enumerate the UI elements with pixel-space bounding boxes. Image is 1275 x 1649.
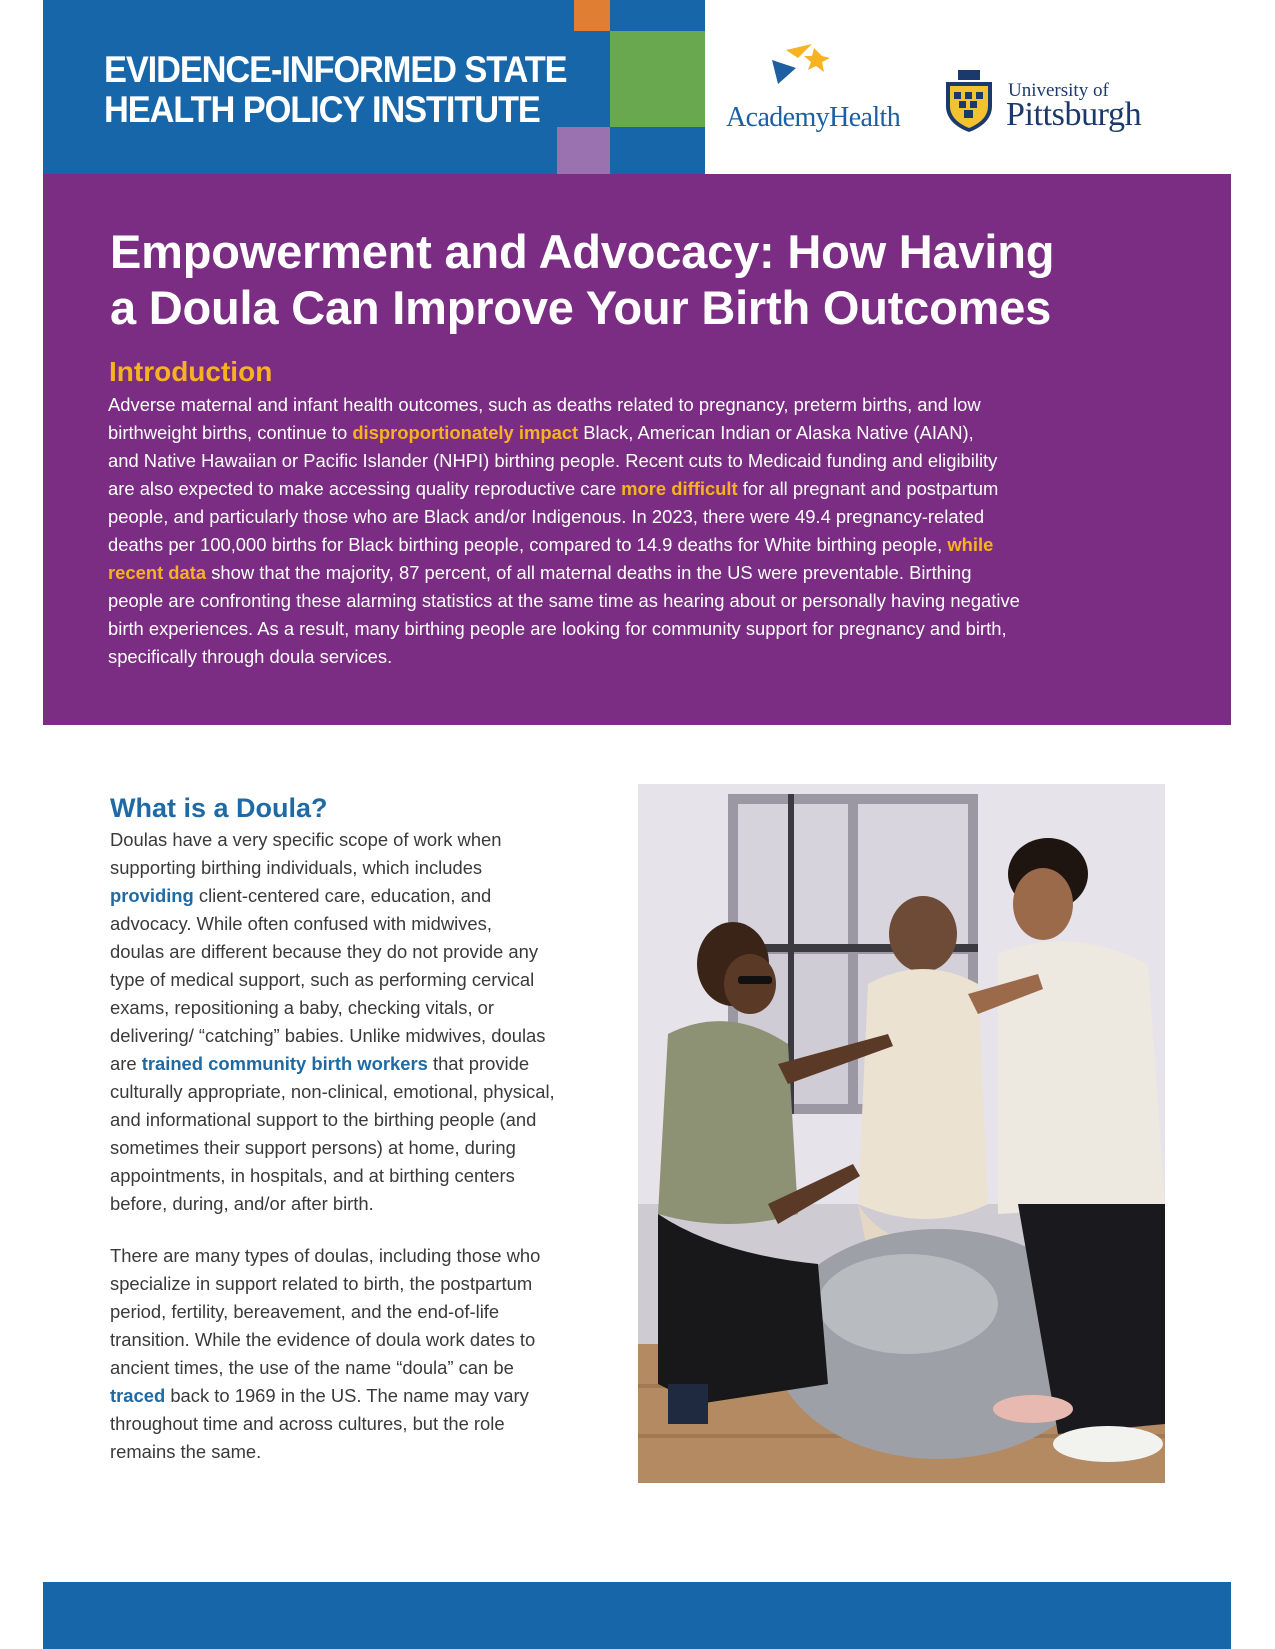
doula-line: type of medical support, such as performing cervical: [110, 969, 535, 990]
doula-heading: What is a Doula?: [110, 793, 328, 823]
intro-line: people are confronting these alarming statistics at the same time as hearing about or personally having negative: [108, 590, 1020, 611]
doula-text: back to 1969 in the US. The name may vary: [165, 1385, 529, 1406]
page-title: [110, 224, 1190, 336]
intro-line: [108, 559, 1168, 587]
doula-line: advocacy. While often confused with midwives,: [110, 913, 492, 934]
doula-line: before, during, and/or after birth.: [110, 1193, 374, 1214]
intro-text: are also expected to make accessing quality reproductive care: [108, 478, 622, 499]
decor-square-green: [610, 31, 705, 127]
intro-line: birth experiences. As a result, many birthing people are looking for community support for pregnancy and birth,: [108, 618, 1007, 639]
doula-line: ancient times, the use of the name “doula” can be: [110, 1357, 514, 1378]
doula-line: specialize in support related to birth, the postpartum: [110, 1273, 533, 1294]
doula-line: delivering/ “catching” babies. Unlike midwives, doulas: [110, 1025, 546, 1046]
doula-support-photo: [638, 784, 1165, 1483]
doula-line: Doulas have a very specific scope of work when: [110, 829, 502, 850]
intro-text: for all pregnant and postpartum: [737, 478, 999, 499]
intro-line: [108, 531, 1168, 559]
page-title-line1: Empowerment and Advocacy: How Having: [110, 225, 1055, 278]
doula-line: [110, 882, 610, 910]
intro-text: deaths per 100,000 births for Black birthing people, compared to 14.9 deaths for White birthing people,: [108, 534, 948, 555]
doula-text: client-centered care, education, and: [193, 885, 492, 906]
link-while-recent-data[interactable]: while: [947, 534, 994, 555]
intro-paragraph: [108, 391, 1168, 671]
doula-text: that provide: [427, 1053, 530, 1074]
doula-line: doulas are different because they do not provide any: [110, 941, 539, 962]
link-trained-community-birth-workers[interactable]: trained community birth workers: [141, 1053, 428, 1074]
link-while-recent-data-cont[interactable]: recent data: [108, 562, 207, 583]
doula-line: [110, 1382, 610, 1410]
intro-line: [108, 475, 1168, 503]
intro-heading: Introduction: [109, 356, 273, 387]
academyhealth-logo-text: AcademyHealth: [726, 102, 901, 133]
intro-text: show that the majority, 87 percent, of all maternal deaths in the US were preventable. Birthing: [206, 562, 972, 583]
doula-line: supporting birthing individuals, which includes: [110, 857, 483, 878]
intro-line: [108, 419, 1168, 447]
doula-line: There are many types of doulas, including those who: [110, 1245, 541, 1266]
footer-bar: [43, 1582, 1231, 1649]
doula-line: culturally appropriate, non-clinical, emotional, physical,: [110, 1081, 555, 1102]
link-more-difficult[interactable]: more difficult: [621, 478, 738, 499]
doula-text: are: [110, 1053, 142, 1074]
doula-line: transition. While the evidence of doula work dates to: [110, 1329, 536, 1350]
intro-line: Adverse maternal and infant health outcomes, such as deaths related to pregnancy, preterm births, and low: [108, 394, 981, 415]
doula-body: [110, 826, 610, 1490]
link-disproportionately-impact[interactable]: disproportionately impact: [352, 422, 579, 443]
institute-name-line2: HEALTH POLICY INSTITUTE: [104, 89, 540, 130]
institute-name: [104, 50, 566, 130]
doula-line: and informational support to the birthing people (and: [110, 1109, 537, 1130]
doula-line: period, fertility, bereavement, and the end-of-life: [110, 1301, 500, 1322]
pitt-seal-icon: [942, 70, 996, 134]
intro-line: specifically through doula services.: [108, 646, 393, 667]
decor-square-purple: [557, 127, 610, 174]
pitt-logo-small-text: University of: [1008, 80, 1109, 101]
intro-text: birthweight births, continue to: [108, 422, 353, 443]
page-title-line2: a Doula Can Improve Your Birth Outcomes: [110, 281, 1052, 334]
doula-line: sometimes their support persons) at home, during: [110, 1137, 516, 1158]
doula-line: [110, 1050, 610, 1078]
link-traced[interactable]: traced: [110, 1385, 166, 1406]
institute-name-line1: EVIDENCE-INFORMED STATE: [104, 49, 567, 90]
decor-square-orange: [574, 0, 610, 31]
pitt-logo-big-text: Pittsburgh: [1006, 96, 1142, 133]
doula-line: exams, repositioning a baby, checking vitals, or: [110, 997, 495, 1018]
doula-paragraph-1: [110, 826, 610, 1218]
link-providing[interactable]: providing: [110, 885, 194, 906]
doula-line: appointments, in hospitals, and at birthing centers: [110, 1165, 515, 1186]
photo-illustration: [638, 784, 1165, 1483]
intro-line: and Native Hawaiian or Pacific Islander (NHPI) birthing people. Recent cuts to Medicaid funding and eligibility: [108, 450, 998, 471]
intro-line: people, and particularly those who are Black and/or Indigenous. In 2023, there were 49.4 pregnancy-related: [108, 506, 985, 527]
doula-paragraph-2: [110, 1242, 610, 1466]
doula-line: remains the same.: [110, 1441, 262, 1462]
intro-text: Black, American Indian or Alaska Native (AIAN),: [578, 422, 974, 443]
doula-line: throughout time and across cultures, but the role: [110, 1413, 505, 1434]
